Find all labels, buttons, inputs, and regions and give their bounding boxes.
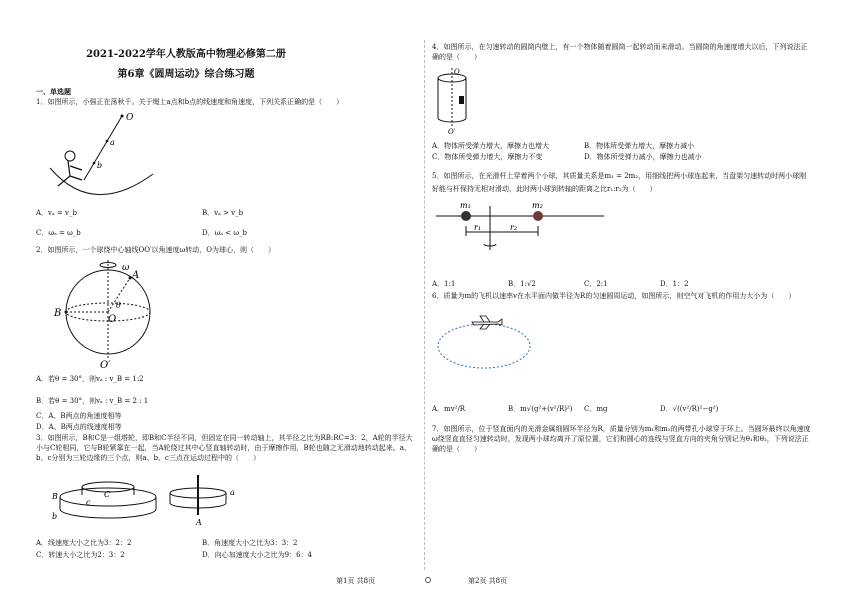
q1-stem: 1．如图所示，小强正在荡秋千。关于绳上a点和b点的线速度和角速度，下列关系正确的是（ ） [36,98,344,106]
q5-label-r1: r₁ [474,223,482,232]
airplane-diagram [436,312,536,376]
q5-label-m2: m₂ [532,201,543,210]
cylinder-diagram [432,66,472,134]
q2-label-O-prime: O′ [100,360,111,371]
q5-label-r2: r₂ [510,223,518,232]
q4-option-b[interactable]: B．物体所受弹力增大，摩擦力减小 [584,142,695,150]
q6-option-d[interactable]: D．√((v²/R)²−g²) [660,405,719,413]
q5-option-d[interactable]: D．1：2 [660,280,689,288]
q2-option-b[interactable]: B．若θ = 30°，则vₐ : v_B = 2 : 1 [36,397,149,405]
q2-option-a[interactable]: A．若θ = 30°，则vₐ : v_B = 1:2 [36,375,144,383]
page-separator-icon [424,576,432,587]
q4-label-O: O [454,68,460,76]
q7-stem: 7．如图所示，位于竖直面内的光滑金属细圆环半径为R，质量分别为m₁和m₂的两带孔小球穿于环上。当圆环最终以角速度ω绕竖直直径匀速转动时，发现两小球均离开了原位置，它们和圆心的连线与竖直方向的夹角分别记为θ₁和θ₂，下列说法正确的是（ ） [432,425,811,454]
title-line-2: 第6章《圆周运动》综合练习题 [117,69,255,80]
q5-label-m1: m₁ [460,201,471,210]
section-heading: 一、单选题 [36,87,71,96]
q1-option-a[interactable]: A．vₐ = v_b [36,209,77,217]
q1-label-a: a [110,138,115,147]
q4-option-d[interactable]: D．物体所受弹力减小，摩擦力也减小 [584,153,702,161]
q2-option-c[interactable]: C．A、B两点的角速度相等 [36,412,122,420]
tower-wheel-diagram [50,475,250,533]
q3-label-c: c [86,498,91,507]
q6-stem: 6．质量为m的飞机以速率v在水平面内做半径为R的匀速圆周运动，如图所示，则空气对飞机的作用力大小为（ ） [432,292,796,300]
q1-label-O: O [126,113,134,123]
rod-balls-diagram [436,202,606,262]
q5-option-a[interactable]: A．1:1 [432,280,456,288]
title-line-1: 2021-2022学年人教版高中物理必修第二册 [86,49,286,60]
q5-option-c[interactable]: C．2:1 [584,280,608,288]
swing-diagram [48,108,178,204]
q2-label-theta: θ [116,301,121,310]
q2-stem: 2．如图所示，一个球绕中心轴线OO′以角速度ω转动，O为球心，则（ ） [36,246,275,254]
q4-option-c[interactable]: C．物体所受弹力增大，摩擦力不变 [432,153,543,161]
q1-option-b[interactable]: B．vₐ > v_b [202,209,244,217]
q6-option-c[interactable]: C．mg [584,405,608,413]
page-number-right: 第2页 共8页 [468,577,508,585]
column-divider [424,40,425,570]
q2-label-O: O [108,314,117,325]
page-number-left: 第1页 共8页 [336,577,376,585]
q3-label-b: b [52,512,58,521]
q2-label-omega: ω [122,263,130,273]
sphere-diagram [46,256,166,371]
q6-option-a[interactable]: A．mv²/R [432,405,466,413]
q3-label-A: A [196,518,202,527]
q1-label-b: b [97,161,103,170]
q3-option-a[interactable]: A．线速度大小之比为3：2：2 [36,539,132,547]
q2-option-d[interactable]: D．A、B两点的线速度相等 [36,423,122,431]
q2-label-B: B [54,308,62,319]
q1-option-d[interactable]: D．ωₐ < ω_b [202,229,248,237]
q3-option-c[interactable]: C．转速大小之比为2：3：2 [36,551,125,559]
q5-stem: 5．如图所示，在光滑杆上穿着两个小球，其质量关系是m₁ = 2m₂，用细线把两小球连起来，当盘架匀速转动时两小球刚好能与杆保持无相对滑动，此时两小球到转轴的距离之比r₁:r₂为（ ） [432,172,807,194]
q6-option-b[interactable]: B．m√(g²+(v²/R)²) [508,405,573,413]
q4-option-a[interactable]: A．物体所受弹力增大，摩擦力也增大 [432,142,550,150]
q3-stem: 3．如图所示，B和C是一组塔轮，即B和C半径不同，但固定在同一转动轴上，其半径之比为RB:RC=3：2，A轮的半径大小与C轮相同，它与B轮紧靠在一起，当A轮绕过其中心竖直轴转动时，由于摩擦作用，B轮也随之无滑动地转动起来。a、b、c分别为三轮边缘的三个点，则a、b、c三点在运动过程中的（ ） [36,434,413,463]
q3-option-d[interactable]: D．向心加速度大小之比为9：6：4 [202,551,312,559]
q4-label-O-prime: O′ [448,128,456,136]
q3-label-B: B [52,492,58,501]
q2-label-A: A [132,270,140,281]
q5-option-b[interactable]: B．1:√2 [508,280,536,288]
q1-option-c[interactable]: C．ωₐ = ω_b [36,229,81,237]
q3-label-a: a [230,488,235,497]
q4-stem: 4．如图所示，在匀速转动的圆筒内壁上，有一个物体随着圆筒一起转动而未滑动。当圆筒的角速度增大以后，下列说法正确的是（ ） [432,43,808,62]
q3-label-C: C [104,490,111,499]
q3-option-b[interactable]: B．角速度大小之比为3：3：2 [202,539,298,547]
